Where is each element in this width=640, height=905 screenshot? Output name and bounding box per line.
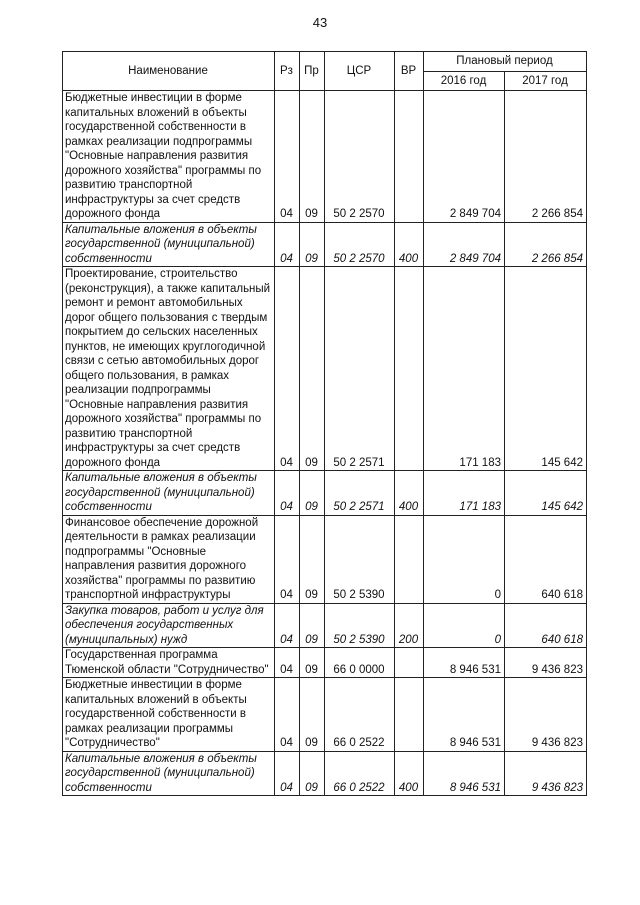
table-row <box>63 91 587 223</box>
cell-2016: 8 946 531 <box>424 751 505 796</box>
cell-csr: 50 2 5390 <box>325 603 395 648</box>
cell-csr: 50 2 2571 <box>325 267 395 471</box>
cell-pr: 09 <box>300 678 325 752</box>
table-row <box>63 678 587 752</box>
cell-name: Бюджетные инвестиции в форме капитальных вложений в объекты государственной собственности в рамках реализации подпрограммы "Основные направления развития дорожного хозяйства" программы по развитию транспортной инфраструктуры за счет средств дорожного фонда <box>63 91 275 223</box>
cell-pr: 09 <box>300 515 325 603</box>
cell-rz: 04 <box>275 515 300 603</box>
cell-vr <box>395 678 424 752</box>
cell-pr: 09 <box>300 222 325 267</box>
cell-name: Капитальные вложения в объекты государственной (муниципальной) собственности <box>63 222 275 267</box>
table-row <box>63 222 587 267</box>
cell-csr: 50 2 5390 <box>325 515 395 603</box>
cell-vr: 200 <box>395 603 424 648</box>
cell-pr: 09 <box>300 91 325 223</box>
cell-name: Бюджетные инвестиции в форме капитальных вложений в объекты государственной собственности в рамках реализации программы "Сотрудничество" <box>63 678 275 752</box>
header-vr: ВР <box>395 52 424 91</box>
header-plan-period: Плановый период <box>424 52 587 72</box>
cell-rz: 04 <box>275 648 300 678</box>
cell-rz: 04 <box>275 91 300 223</box>
cell-2017: 145 642 <box>505 267 587 471</box>
table-row <box>63 267 587 471</box>
cell-rz: 04 <box>275 267 300 471</box>
cell-vr <box>395 515 424 603</box>
header-year-2016: 2016 год <box>424 71 505 91</box>
cell-vr <box>395 648 424 678</box>
budget-table <box>62 51 587 796</box>
table-row <box>63 648 587 678</box>
cell-2016: 2 849 704 <box>424 91 505 223</box>
cell-pr: 09 <box>300 471 325 516</box>
header-year-2017: 2017 год <box>505 71 587 91</box>
table-row <box>63 515 587 603</box>
cell-rz: 04 <box>275 471 300 516</box>
table-row <box>63 751 587 796</box>
cell-pr: 09 <box>300 267 325 471</box>
cell-2017: 145 642 <box>505 471 587 516</box>
cell-csr: 50 2 2570 <box>325 91 395 223</box>
cell-rz: 04 <box>275 751 300 796</box>
cell-2017: 9 436 823 <box>505 648 587 678</box>
page-number: 43 <box>312 15 328 30</box>
cell-csr: 66 0 0000 <box>325 648 395 678</box>
cell-2016: 0 <box>424 515 505 603</box>
cell-2016: 171 183 <box>424 267 505 471</box>
cell-2016: 0 <box>424 603 505 648</box>
header-row <box>63 52 587 72</box>
cell-rz: 04 <box>275 603 300 648</box>
table-row <box>63 471 587 516</box>
cell-csr: 66 0 2522 <box>325 678 395 752</box>
cell-name: Капитальные вложения в объекты государственной (муниципальной) собственности <box>63 471 275 516</box>
cell-vr: 400 <box>395 751 424 796</box>
cell-rz: 04 <box>275 678 300 752</box>
cell-2017: 9 436 823 <box>505 678 587 752</box>
cell-vr: 400 <box>395 222 424 267</box>
table-body <box>63 91 587 796</box>
cell-pr: 09 <box>300 648 325 678</box>
cell-2017: 640 618 <box>505 603 587 648</box>
cell-2017: 640 618 <box>505 515 587 603</box>
cell-2016: 2 849 704 <box>424 222 505 267</box>
cell-name: Государственная программа Тюменской области "Сотрудничество" <box>63 648 275 678</box>
cell-vr <box>395 267 424 471</box>
cell-name: Закупка товаров, работ и услуг для обеспечения государственных (муниципальных) нужд <box>63 603 275 648</box>
cell-pr: 09 <box>300 603 325 648</box>
header-pr: Пр <box>300 52 325 91</box>
cell-vr: 400 <box>395 471 424 516</box>
header-rz: Рз <box>275 52 300 91</box>
cell-2016: 8 946 531 <box>424 648 505 678</box>
cell-2017: 2 266 854 <box>505 91 587 223</box>
cell-2017: 9 436 823 <box>505 751 587 796</box>
table-row <box>63 603 587 648</box>
cell-name: Проектирование, строительство (реконструкция), а также капитальный ремонт и ремонт автомобильных дорог общего пользования с твердым покрытием до сельских населенных пунктов, не имеющих круглогодичной связи с сетью автомобильных дорог общего пользования, в рамках реализации подпрограммы "Основные направления развития дорожного хозяйства" программы по развитию транспортной инфраструктуры за счет средств дорожного фонда <box>63 267 275 471</box>
cell-rz: 04 <box>275 222 300 267</box>
header-name: Наименование <box>63 52 275 91</box>
cell-2016: 8 946 531 <box>424 678 505 752</box>
cell-csr: 50 2 2571 <box>325 471 395 516</box>
cell-name: Капитальные вложения в объекты государственной (муниципальной) собственности <box>63 751 275 796</box>
cell-csr: 50 2 2570 <box>325 222 395 267</box>
cell-2017: 2 266 854 <box>505 222 587 267</box>
cell-vr <box>395 91 424 223</box>
header-csr: ЦСР <box>325 52 395 91</box>
cell-pr: 09 <box>300 751 325 796</box>
cell-csr: 66 0 2522 <box>325 751 395 796</box>
cell-name: Финансовое обеспечение дорожной деятельности в рамках реализации подпрограммы "Основные направления развития дорожного хозяйства" программы по развитию транспортной инфраструктуры <box>63 515 275 603</box>
cell-2016: 171 183 <box>424 471 505 516</box>
